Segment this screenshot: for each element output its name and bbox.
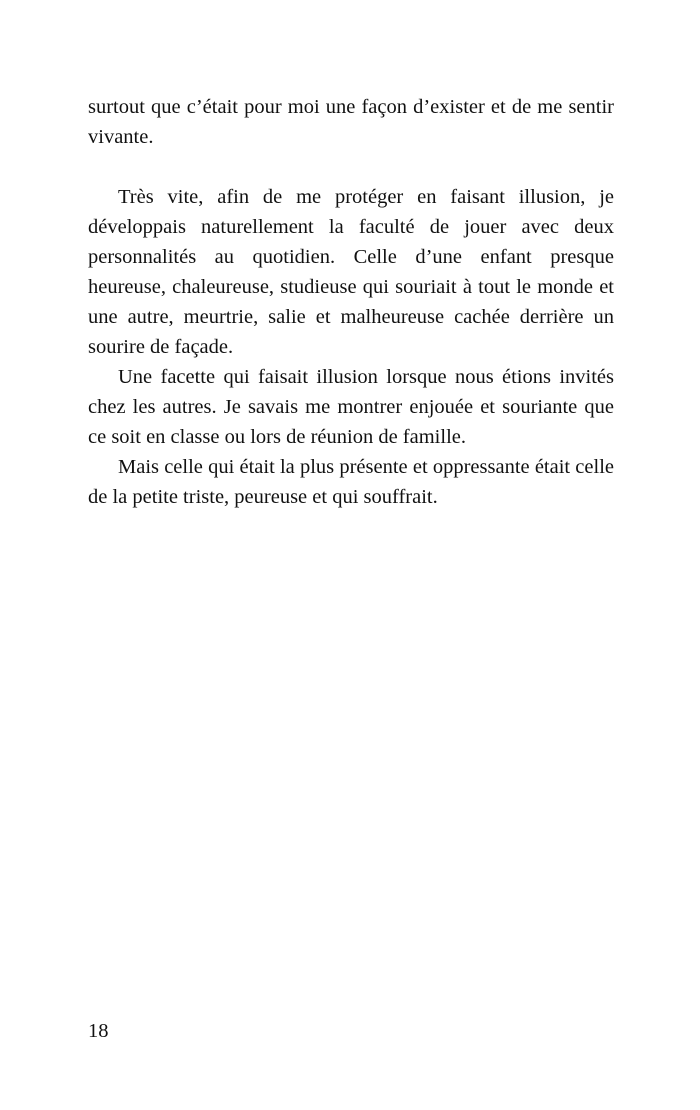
paragraph: Très vite, afin de me protéger en faisant illusion, je développais naturellement la faculté de jouer avec deux personnalités au quotidien. Celle d’une enfant presque heureuse, chaleureuse, studieuse qui souriait à tout le monde et une autre, meurtrie, salie et malheureuse cachée derrière un sourire de façade. bbox=[88, 186, 614, 358]
paragraph: Une facette qui faisait illusion lorsque nous étions invités chez les autres. Je savais me montrer enjouée et souriante que ce soit en classe ou lors de réunion de famille. bbox=[88, 366, 614, 448]
paragraph-continuation: surtout que c’était pour moi une façon d’exister et de me sentir vivante. bbox=[88, 96, 614, 148]
paragraph: Mais celle qui était la plus présente et oppressante était celle de la petite triste, peureuse et qui souffrait. bbox=[88, 456, 614, 508]
page-number: 18 bbox=[88, 1020, 109, 1042]
body-text bbox=[88, 92, 614, 512]
